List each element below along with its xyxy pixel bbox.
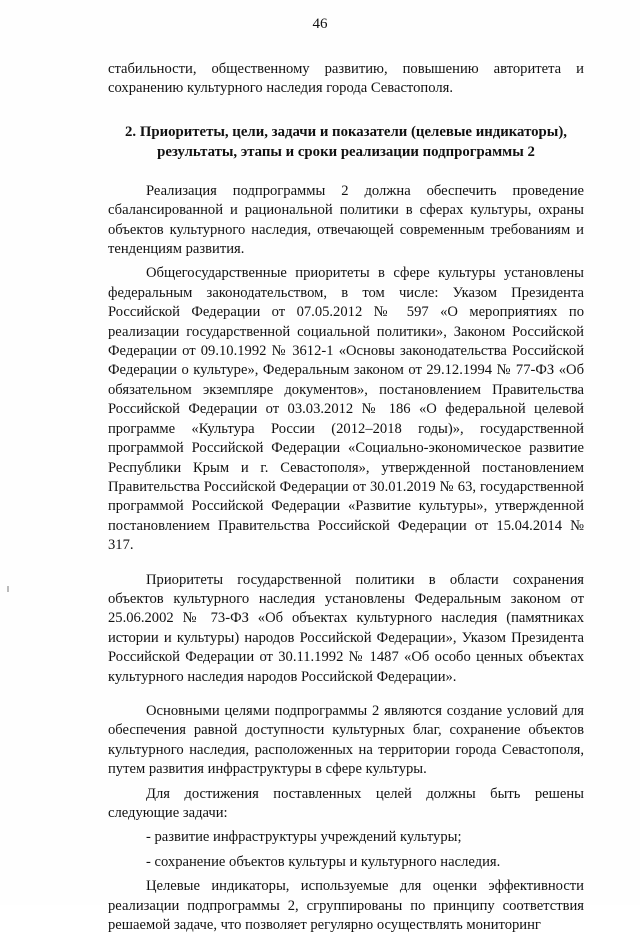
section-heading [108, 122, 584, 162]
paragraph-heritage-priorities: Приоритеты государственной политики в области сохранения объектов культурного наследия установлены Федеральным законом от 25.06.2002 № 73-ФЗ «Об объектах культурного наследия (памятниках истории и культуры) народов Российской Федерации», Указом Президента Российской Федерации от 30.11.1992 № 1487 «Об особо ценных объектах культурного наследия народов Российской Федерации». [108, 571, 584, 685]
margin-mark [7, 586, 9, 592]
paragraph-state-priorities: Общегосударственные приоритеты в сфере культуры установлены федеральным законодательством, в том числе: Указом Президента Российской Федерации от 07.05.2012 № 597 «О мероприятиях по реализации государственной социальной политики», Законом Российской Федерации от 09.10.1992 № 3612-1 «Основы законодательства Российской Федерации о культуре», Федеральным законом от 29.12.1994 № 77-ФЗ «Об обязательном экземпляре документов», постановлением Правительства Российской Федерации от 03.03.2012 № 186 «О федеральной целевой программе «Культура России (2012–2018 годы)», государственной программой Российской Федерации «Социально-экономическое развитие Республики Крым и г. Севастополя», утвержденной постановлением Правительства Российской Федерации от 30.01.2019 № 63, государственной программой Российской Федерации «Развитие культуры», утвержденной постановлением Правительства Российской Федерации от 15.04.2014 № 317. [108, 265, 584, 554]
document-body [108, 60, 584, 935]
paragraph-tasks-intro: Для достижения поставленных целей должны быть решены следующие задачи: [108, 785, 584, 821]
page-number: 46 [312, 16, 328, 32]
section-heading-line-1: 2. Приоритеты, цели, задачи и показатели (целевые индикаторы), [125, 123, 567, 140]
task-item-infrastructure: - развитие инфраструктуры учреждений культуры; [146, 829, 462, 846]
task-item-heritage: - сохранение объектов культуры и культурного наследия. [146, 853, 501, 870]
paragraph-implementation: Реализация подпрограммы 2 должна обеспечить проведение сбалансированной и рациональной политики в сферах культуры, охраны объектов культурного наследия, отвечающей современным требованиям и тенденциям развития. [108, 182, 584, 258]
paragraph-indicators: Целевые индикаторы, используемые для оценки эффективности реализации подпрограммы 2, сгруппированы по принципу соответствия решаемой задаче, что позволяет регулярно осуществлять мониторинг [108, 878, 584, 934]
intro-continuation: стабильности, общественному развитию, повышению авторитета и сохранению культурного наследия города Севастополя. [108, 61, 584, 97]
paragraph-goals: Основными целями подпрограммы 2 являются создание условий для обеспечения равной доступности культурных благ, сохранение объектов культурного наследия, расположенных на территории города Севастополя, путем развития инфраструктуры в сфере культуры. [108, 702, 584, 778]
section-heading-line-2: результаты, этапы и сроки реализации подпрограммы 2 [157, 143, 535, 160]
